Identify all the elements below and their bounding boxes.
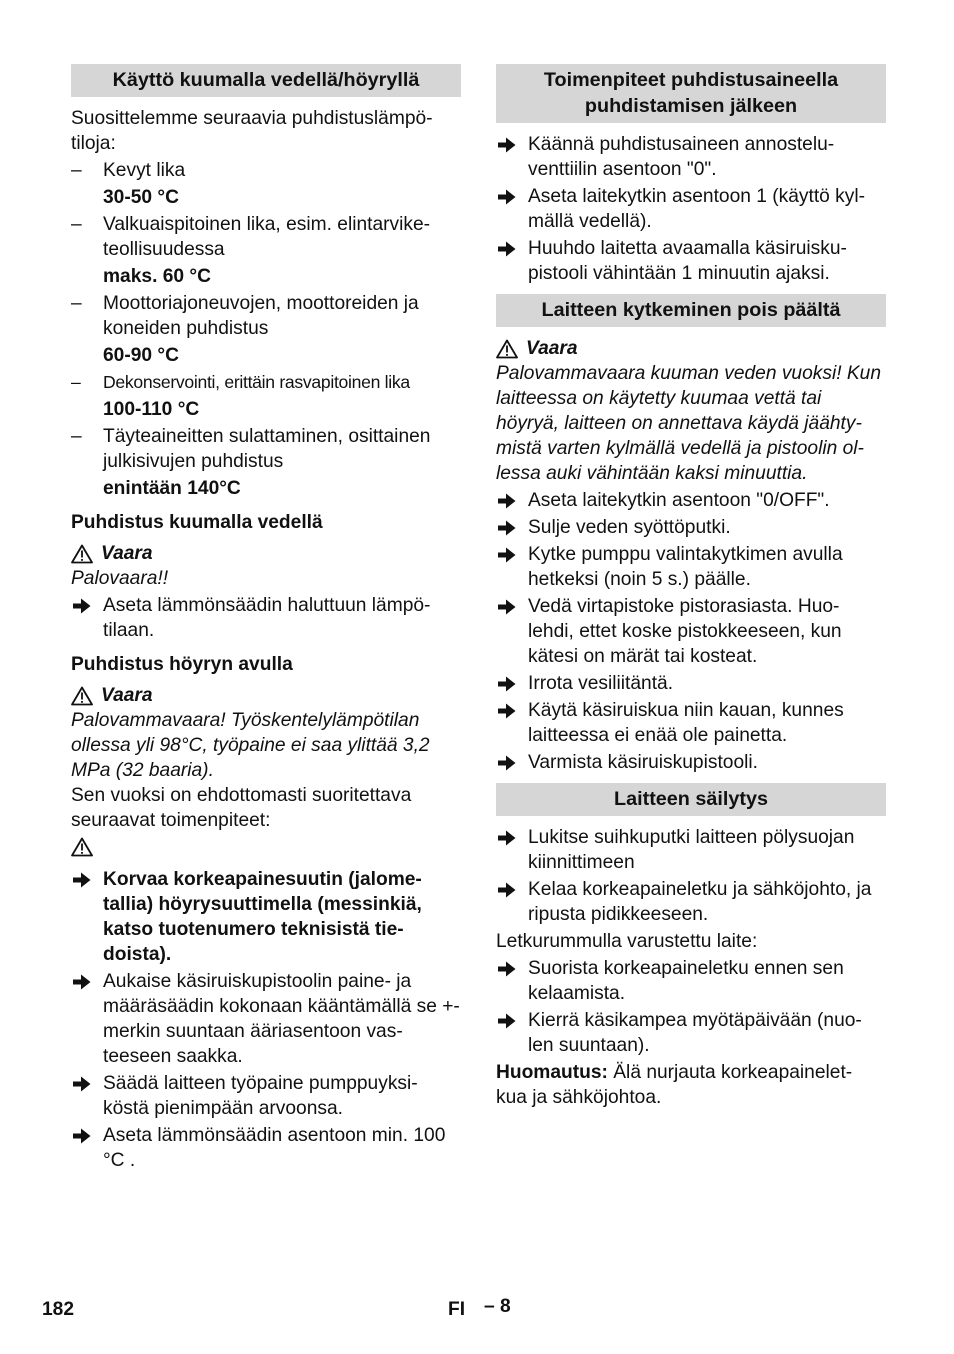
section-heading-storage: Laitteen säilytys (496, 783, 886, 816)
step-text: Suorista korkeapaineletku ennen sen kelaamista. (528, 958, 844, 1004)
language-code: FI (448, 1299, 466, 1320)
instruction-step (71, 1071, 461, 1121)
arrow-right-icon (498, 1013, 516, 1029)
danger-label: Vaara (101, 685, 153, 706)
warning-triangle-icon (71, 544, 93, 564)
step-text: Irrota vesiliitäntä. (528, 673, 674, 694)
danger-text: Palovammavaara! Työskentelylämpötilan ollessa yli 98°C, työpaine ei saa ylittää 3,2 MPa (32 baaria). (71, 710, 430, 781)
step-text: Huuhdo laitetta avaamalla käsiruisku- pistooli vähintään 1 minuutin ajaksi. (528, 238, 847, 284)
instruction-step (496, 671, 886, 696)
consequence-text: Sen vuoksi on ehdottomasti suoritettava seuraavat toimenpiteet: (71, 785, 412, 831)
list-item (71, 158, 461, 183)
warning-triangle-icon (71, 837, 93, 857)
list-item (71, 291, 461, 341)
arrow-right-icon (498, 137, 516, 153)
arrow-right-icon (73, 1128, 91, 1144)
danger-label: Vaara (101, 543, 153, 564)
arrow-right-icon (498, 547, 516, 563)
step-text: Säädä laitteen työpaine pumppuyksi- köstä pienimpään arvoonsa. (103, 1073, 418, 1119)
danger-text: Palovaara!! (71, 568, 169, 589)
temperature-value: maks. 60 °C (103, 266, 211, 287)
step-text: Kierrä käsikampea myötäpäivään (nuo- len suuntaan). (528, 1010, 862, 1056)
step-text: Vedä virtapistoke pistorasiasta. Huo- lehdi, ettet koske pistokkeeseen, kun kätesi on märät tai kosteat. (528, 596, 842, 667)
temperature-value: 60-90 °C (103, 345, 179, 366)
warning-triangle-icon (71, 686, 93, 706)
arrow-right-icon (73, 974, 91, 990)
step-text: Aseta lämmönsäädin haluttuun lämpö- tilaan. (103, 595, 431, 641)
instruction-step (496, 184, 886, 234)
arrow-right-icon (498, 520, 516, 536)
warning-marker (71, 837, 461, 865)
temperature-value: 100-110 °C (103, 399, 200, 420)
subheading-steam: Puhdistus höyryn avulla (71, 654, 293, 675)
note (496, 1060, 886, 1110)
instruction-step (496, 1008, 886, 1058)
step-text: Käännä puhdistusaineen annostelu- venttiilin asentoon "0". (528, 134, 835, 180)
instruction-step (496, 542, 886, 592)
intro-text: Suosittelemme seuraavia puhdistuslämpö- tiloja: (71, 108, 433, 154)
dash-marker: – (71, 160, 82, 181)
arrow-right-icon (498, 961, 516, 977)
danger-text: Palovammavaara kuuman veden vuoksi! Kun laitteessa on käytetty kuumaa vettä tai höyryä, laitteen on annettava käydä jäähty- mistä varten kylmällä vedellä ja pistoolin ol- lessa auki vähintään kaksi minuuttia. (496, 363, 882, 484)
arrow-right-icon (498, 755, 516, 771)
list-item (71, 370, 461, 395)
dash-marker: – (71, 214, 82, 235)
temperature-value: enintään 140°C (103, 478, 241, 499)
list-item-text: Valkuaispitoinen lika, esim. elintarvike- teollisuudessa (103, 214, 431, 260)
dash-marker: – (71, 426, 82, 447)
step-text: Varmista käsiruiskupistooli. (528, 752, 758, 773)
warning-triangle-icon (496, 339, 518, 359)
step-text: Aseta laitekytkin asentoon 1 (käyttö kyl- mällä vedellä). (528, 186, 866, 232)
instruction-step (71, 867, 461, 967)
arrow-right-icon (498, 830, 516, 846)
step-text: Kelaa korkeapaineletku ja sähköjohto, ja ripusta pidikkeeseen. (528, 879, 872, 925)
list-item-text: Moottoriajoneuvojen, moottoreiden ja koneiden puhdistus (103, 293, 419, 339)
arrow-right-icon (498, 599, 516, 615)
danger-notice (71, 541, 461, 566)
section-heading-hot-water: Käyttö kuumalla vedellä/höyryllä (71, 64, 461, 97)
instruction-step (496, 956, 886, 1006)
instruction-step (496, 877, 886, 927)
note-text: Älä nurjauta korkeapainelet- kua ja sähköjohtoa. (496, 1062, 853, 1108)
arrow-right-icon (498, 493, 516, 509)
danger-notice (71, 683, 461, 708)
page-number: 182 (42, 1299, 75, 1320)
arrow-right-icon (73, 598, 91, 614)
note-label: Huomautus: (496, 1062, 608, 1083)
instruction-step (496, 825, 886, 875)
instruction-step (71, 593, 461, 643)
instruction-step (496, 594, 886, 669)
danger-label: Vaara (526, 338, 578, 359)
list-item-text: Kevyt lika (103, 160, 186, 181)
sub-page-number: – 8 (484, 1296, 511, 1317)
subheading-hot-water: Puhdistus kuumalla vedellä (71, 512, 323, 533)
section-heading-after-detergent: Toimenpiteet puhdistusaineella puhdistamisen jälkeen (496, 64, 886, 123)
dash-marker: – (71, 372, 81, 392)
list-item (71, 212, 461, 262)
instruction-step (496, 698, 886, 748)
arrow-right-icon (498, 241, 516, 257)
arrow-right-icon (73, 872, 91, 888)
list-item-text: Täyteaineitten sulattaminen, osittainen julkisivujen puhdistus (103, 426, 431, 472)
arrow-right-icon (498, 882, 516, 898)
arrow-right-icon (498, 189, 516, 205)
instruction-step (496, 750, 886, 775)
step-text: Sulje veden syöttöputki. (528, 517, 731, 538)
right-column (496, 64, 886, 1110)
section-heading-switch-off: Laitteen kytkeminen pois päältä (496, 294, 886, 327)
arrow-right-icon (73, 1076, 91, 1092)
instruction-step (71, 1123, 461, 1173)
step-text: Kytke pumppu valintakytkimen avulla hetkeksi (noin 5 s.) päälle. (528, 544, 843, 590)
dash-marker: – (71, 293, 82, 314)
list-item (71, 424, 461, 474)
arrow-right-icon (498, 676, 516, 692)
danger-notice (496, 336, 886, 361)
step-text: Korvaa korkeapainesuutin (jalome- tallia) höyrysuuttimella (messinkiä, katso tuotenumero teknisistä tie- doista). (103, 869, 422, 965)
instruction-step (496, 236, 886, 286)
temperature-value: 30-50 °C (103, 187, 179, 208)
left-column (71, 64, 461, 1173)
step-text: Aukaise käsiruiskupistoolin paine- ja määräsäädin kokonaan kääntämällä se +-merkin suuntaan ääriasentoon vas- teeseen saakka. (103, 971, 460, 1067)
instruction-step (496, 515, 886, 540)
step-text: Lukitse suihkuputki laitteen pölysuojan kiinnittimeen (528, 827, 855, 873)
arrow-right-icon (498, 703, 516, 719)
instruction-step (71, 969, 461, 1069)
instruction-step (496, 132, 886, 182)
reel-text: Letkurummulla varustettu laite: (496, 931, 758, 952)
instruction-step (496, 488, 886, 513)
step-text: Aseta laitekytkin asentoon "0/OFF". (528, 490, 830, 511)
step-text: Käytä käsiruiskua niin kauan, kunnes laitteessa ei enää ole painetta. (528, 700, 844, 746)
step-text: Aseta lämmönsäädin asentoon min. 100 °C . (103, 1125, 446, 1171)
list-item-text: Dekonservointi, erittäin rasvapitoinen lika (103, 372, 410, 392)
